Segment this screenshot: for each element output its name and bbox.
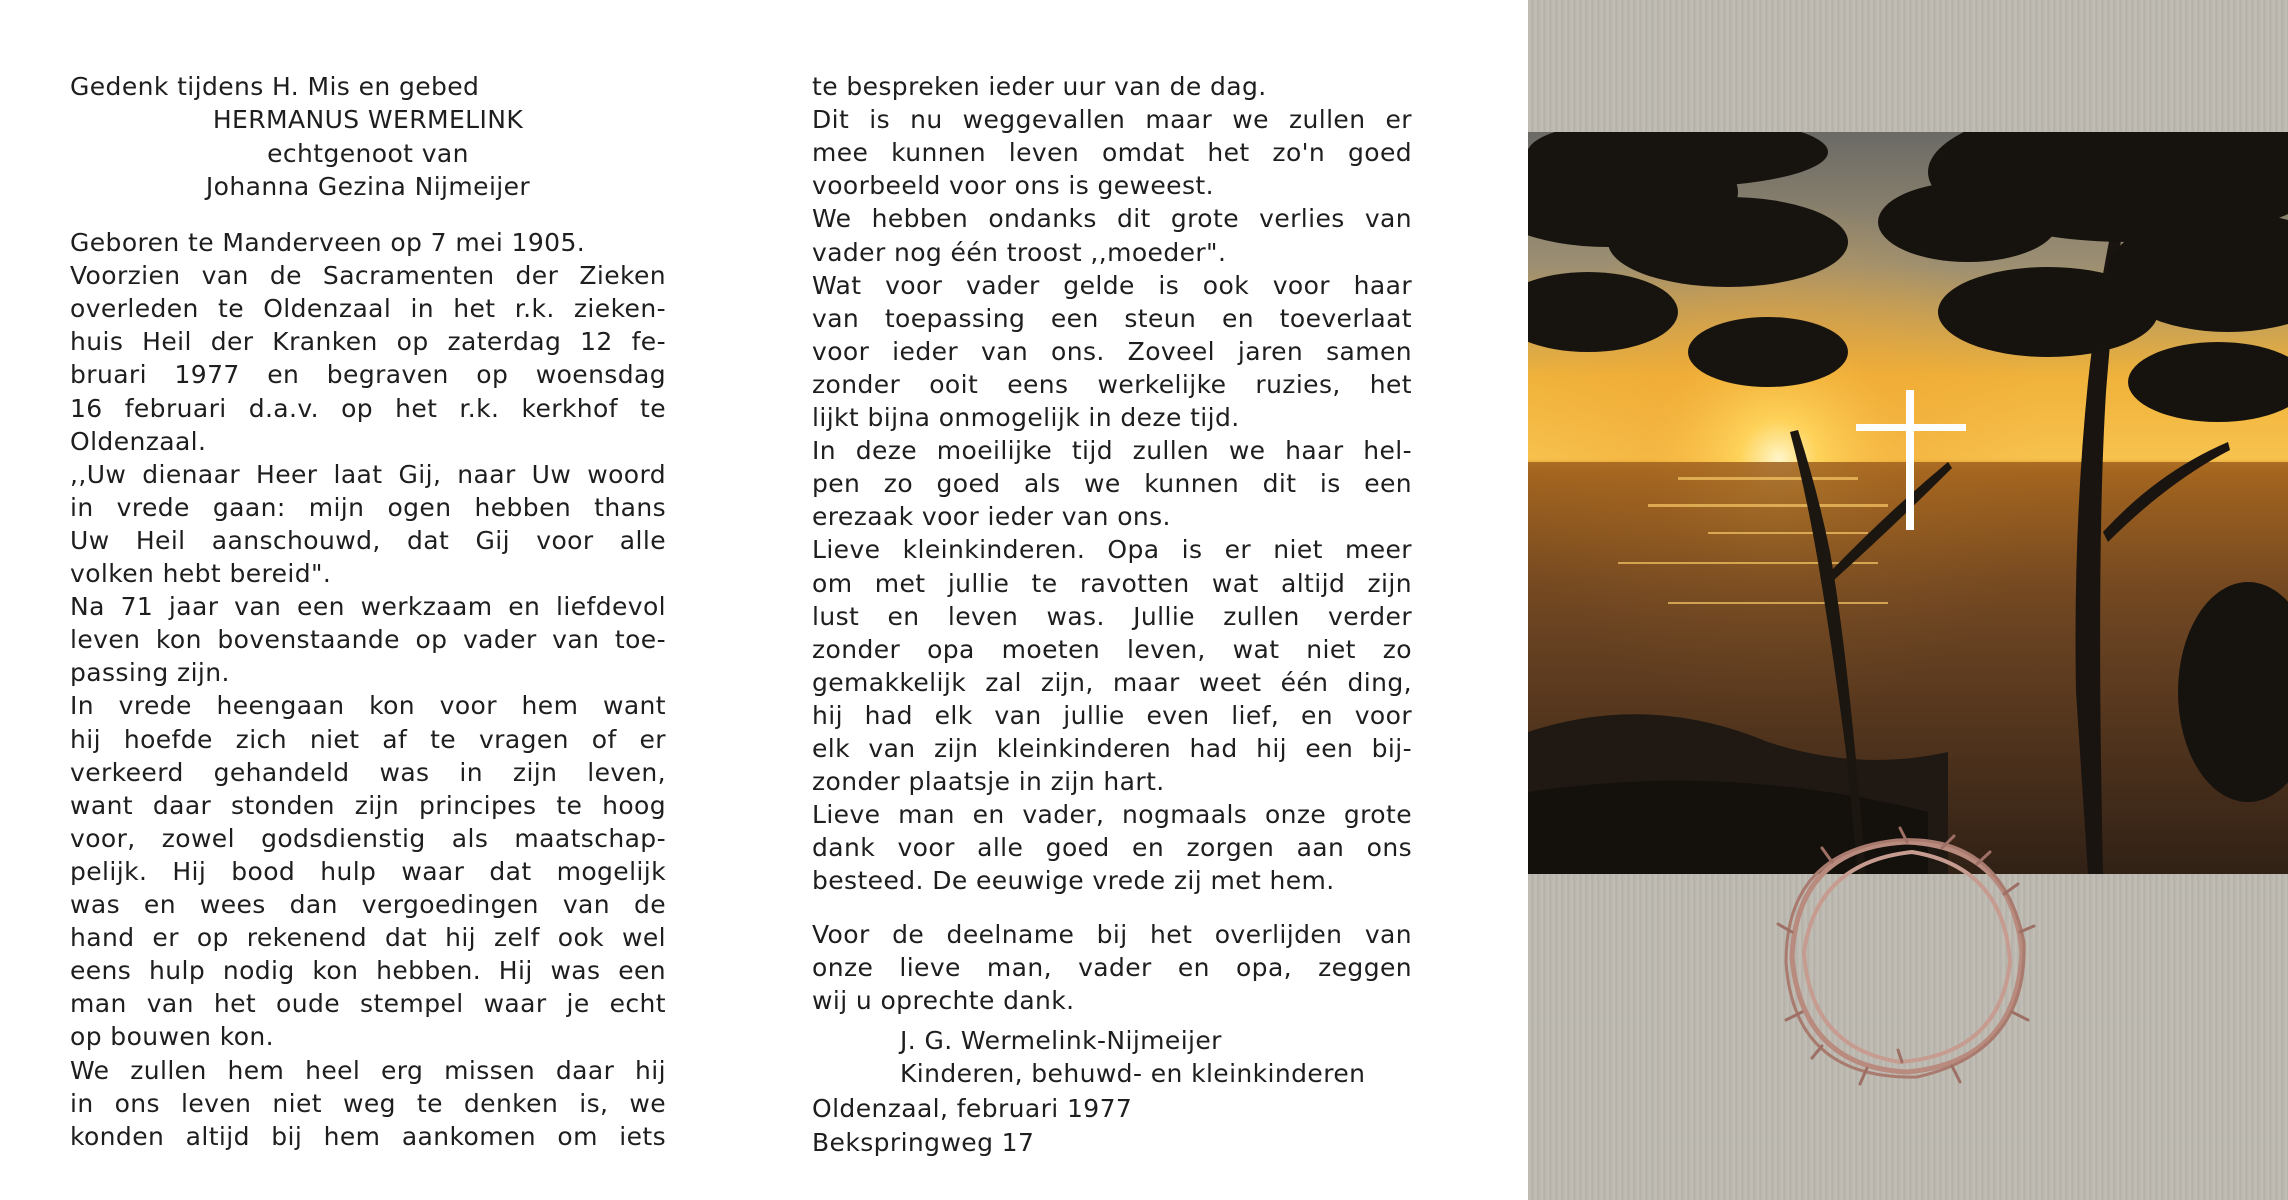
text-line: lijkt bijna onmogelijk in deze tijd. xyxy=(812,403,1240,432)
text-line: want daar stonden zijn principes te hoog xyxy=(70,790,666,820)
text-line: voor ieder van ons. Zoveel jaren samen xyxy=(812,336,1412,366)
text-line: We hebben ondanks dit grote verlies van xyxy=(812,204,1412,234)
text-line: gemakkelijk zal zijn, maar weet één ding, xyxy=(812,667,1412,697)
text-line: van toepassing een steun en toeverlaat xyxy=(812,303,1412,333)
text-line: pen zo goed als we kunnen dit is een xyxy=(812,469,1412,499)
text-line: Geboren te Manderveen op 7 mei 1905. xyxy=(70,228,586,257)
text-line: Lieve kleinkinderen. Opa is er niet meer xyxy=(812,535,1412,565)
text-line: Dit is nu weggevallen maar we zullen er xyxy=(812,105,1412,135)
text-line: Oldenzaal. xyxy=(70,426,207,456)
text-line: zonder opa moeten leven, wat niet zo xyxy=(812,634,1412,664)
text-line: dank voor alle goed en zorgen aan ons xyxy=(812,833,1412,863)
deceased-name: HERMANUS WERMELINK xyxy=(212,105,524,134)
text-line: in vrede gaan: mijn ogen hebben thans xyxy=(70,492,666,522)
text-line: Voor de deelname bij het overlijden van xyxy=(812,920,1412,949)
text-line: besteed. De eeuwige vrede zij met hem. xyxy=(812,866,1335,896)
signature-family: Kinderen, behuwd- en kleinkinderen xyxy=(900,1059,1366,1088)
text-line: elk van zijn kleinkinderen had hij een bij- xyxy=(812,734,1412,763)
text-line: hand er op rekenend dat hij zelf ook wel xyxy=(70,923,666,953)
text-line: wij u oprechte dank. xyxy=(812,986,1075,1016)
text-line: leven kon bovenstaande op vader van toe- xyxy=(70,625,666,655)
text-line: voor, zowel godsdienstig als maatschap- xyxy=(70,823,666,853)
text-line: onze lieve man, vader en opa, zeggen xyxy=(812,953,1412,983)
text-line: mee kunnen leven omdat het zo'n goed xyxy=(812,138,1412,168)
text-line: ,,Uw dienaar Heer laat Gij, naar Uw woord xyxy=(70,459,666,489)
text-line: Voorzien van de Sacramenten der Zieken xyxy=(70,261,666,291)
text-line: voorbeeld voor ons is geweest. xyxy=(812,171,1214,201)
text-line: In vrede heengaan kon voor hem want xyxy=(70,691,666,721)
text-line: huis Heil der Kranken op zaterdag 12 fe- xyxy=(70,327,666,357)
spouse-label: echtgenoot van xyxy=(267,139,469,168)
text-line: bruari 1977 en begraven op woensdag xyxy=(70,360,666,390)
text-line: konden altijd bij hem aankomen om iets xyxy=(70,1121,666,1151)
text-line: In deze moeilijke tijd zullen we haar hel- xyxy=(812,436,1412,466)
signature-spouse: J. G. Wermelink-Nijmeijer xyxy=(900,1026,1222,1055)
text-line: 16 februari d.a.v. op het r.k. kerkhof te xyxy=(70,393,666,423)
text-line: Wat voor vader gelde is ook voor haar xyxy=(812,270,1412,300)
spouse-name: Johanna Gezina Nijmeijer xyxy=(205,172,531,201)
text-line: volken hebt bereid". xyxy=(70,559,332,588)
text-line: erezaak voor ieder van ons. xyxy=(812,502,1171,532)
text-line: Lieve man en vader, nogmaals onze grote xyxy=(812,800,1412,830)
text-line: om met jullie te ravotten wat altijd zijn xyxy=(812,568,1412,598)
text-line: vader nog één troost ,,moeder". xyxy=(812,237,1227,267)
text-line: overleden te Oldenzaal in het r.k. zieken- xyxy=(70,294,666,324)
text-line: in ons leven niet weg te denken is, we xyxy=(70,1088,666,1118)
text-line: zonder plaatsje in zijn hart. xyxy=(812,767,1165,797)
text-line: eens hulp nodig kon hebben. Hij was een xyxy=(70,956,666,986)
text-line: Uw Heil aanschouwd, dat Gij voor alle xyxy=(70,525,666,555)
text-line: te bespreken ieder uur van de dag. xyxy=(812,72,1267,101)
place-date: Oldenzaal, februari 1977 xyxy=(812,1094,1133,1123)
text-line: passing zijn. xyxy=(70,658,230,688)
heading: Gedenk tijdens H. Mis en gebed xyxy=(70,72,480,101)
text-line: op bouwen kon. xyxy=(70,1022,275,1052)
text-line: man van het oude stempel waar je echt xyxy=(70,989,666,1019)
crown-of-thorns-icon xyxy=(1772,822,2042,1092)
text-line: verkeerd gehandeld was in zijn leven, xyxy=(70,757,666,787)
address: Bekspringweg 17 xyxy=(812,1128,1035,1157)
cross-icon xyxy=(1856,390,1966,530)
text-line: zonder ooit eens werkelijke ruzies, het xyxy=(812,369,1412,399)
text-line: was en wees dan vergoedingen van de xyxy=(70,890,666,919)
text-line: hij had elk van jullie even lief, en voor xyxy=(812,700,1412,730)
text-line: We zullen hem heel erg missen daar hij xyxy=(70,1055,666,1085)
photo-panel xyxy=(1528,0,2288,1200)
text-line: hij hoefde zich niet af te vragen of er xyxy=(70,724,666,754)
text-line: lust en leven was. Jullie zullen verder xyxy=(812,601,1412,631)
text-line: Na 71 jaar van een werkzaam en liefdevol xyxy=(70,592,666,622)
text-line: pelijk. Hij bood hulp waar dat mogelijk xyxy=(70,856,666,886)
